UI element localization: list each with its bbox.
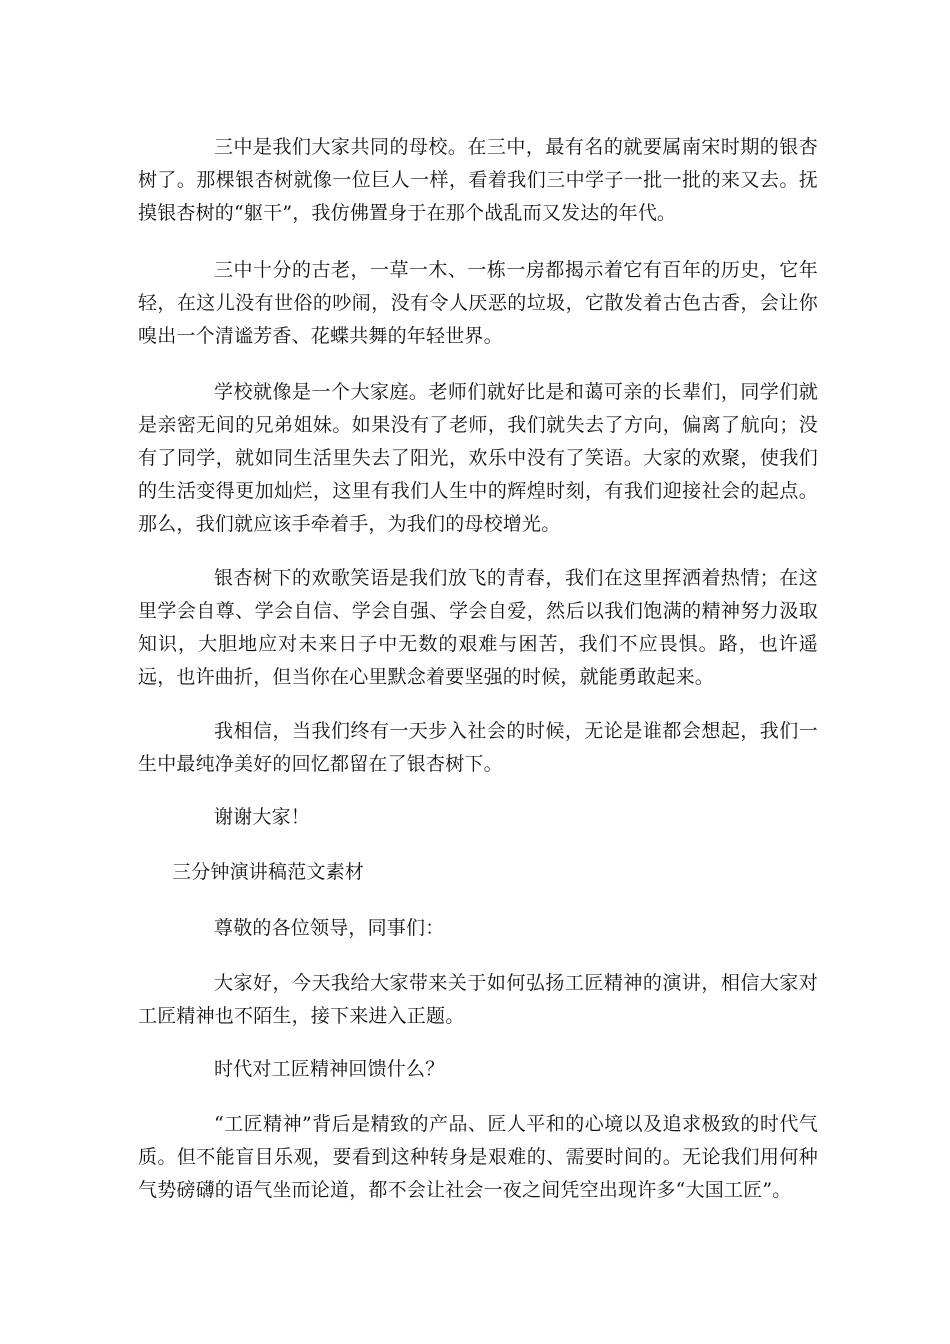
paragraph-school-family: 学校就像是一个大家庭。老师们就好比是和蔼可亲的长辈们，同学们就是亲密无间的兄弟姐妹。如果没有了老师，我们就失去了方向，偏离了航向；没有了同学，就如同生活里失去了阳光，欢乐中没有了笑语。大家的欢聚，使我们的生活变得更加灿烂，这里有我们人生中的辉煌时刻，有我们迎接社会的起点。那么，我们就应该手牵着手，为我们的母校增光。: [138, 381, 818, 535]
paragraph-opening: 大家好，今天我给大家带来关于如何弘扬工匠精神的演讲，相信大家对工匠精神也不陌生，接下来进入正题。: [138, 972, 818, 1027]
paragraph-thanks: 谢谢大家！: [214, 806, 311, 828]
paragraph-youth: 银杏树下的欢歌笑语是我们放飞的青春，我们在这里挥洒着热情；在这里学会自尊、学会自信、学会自强、学会自爱，然后以我们饱满的精神努力汲取知识，大胆地应对未来日子中无数的艰难与困苦，我们不应畏惧。路，也许遥远，也许曲折，但当你在心里默念着要坚强的时候，就能勇敢起来。: [138, 567, 818, 688]
section-heading: 三分钟演讲稿范文素材: [172, 861, 365, 883]
paragraph-question: 时代对工匠精神回馈什么？: [214, 1058, 445, 1080]
paragraph-craftsman-spirit: “工匠精神”背后是精致的产品、匠人平和的心境以及追求极致的时代气质。但不能盲目乐观，要看到这种转身是艰难的、需要时间的。无论我们用何种气势磅礴的语气坐而论道，都不会让社会一夜之间凭空出现许多“大国工匠”。: [138, 1113, 818, 1201]
paragraph-belief: 我相信，当我们终有一天步入社会的时候，无论是谁都会想起，我们一生中最纯净美好的回忆都留在了银杏树下。: [138, 720, 818, 775]
paragraph-school-ancient: 三中十分的古老，一草一木、一栋一房都揭示着它有百年的历史，它年轻，在这儿没有世俗的吵闹，没有令人厌恶的垃圾，它散发着古色古香，会让你嗅出一个清谧芳香、花蝶共舞的年轻世界。: [138, 259, 818, 347]
paragraph-ginkgo-intro: 三中是我们大家共同的母校。在三中，最有名的就要属南宋时期的银杏树了。那棵银杏树就像一位巨人一样，看着我们三中学子一批一批的来又去。抚摸银杏树的“躯干”，我仿佛置身于在那个战乱而又发达的年代。: [138, 136, 818, 224]
paragraph-greeting: 尊敬的各位领导，同事们：: [214, 917, 445, 939]
